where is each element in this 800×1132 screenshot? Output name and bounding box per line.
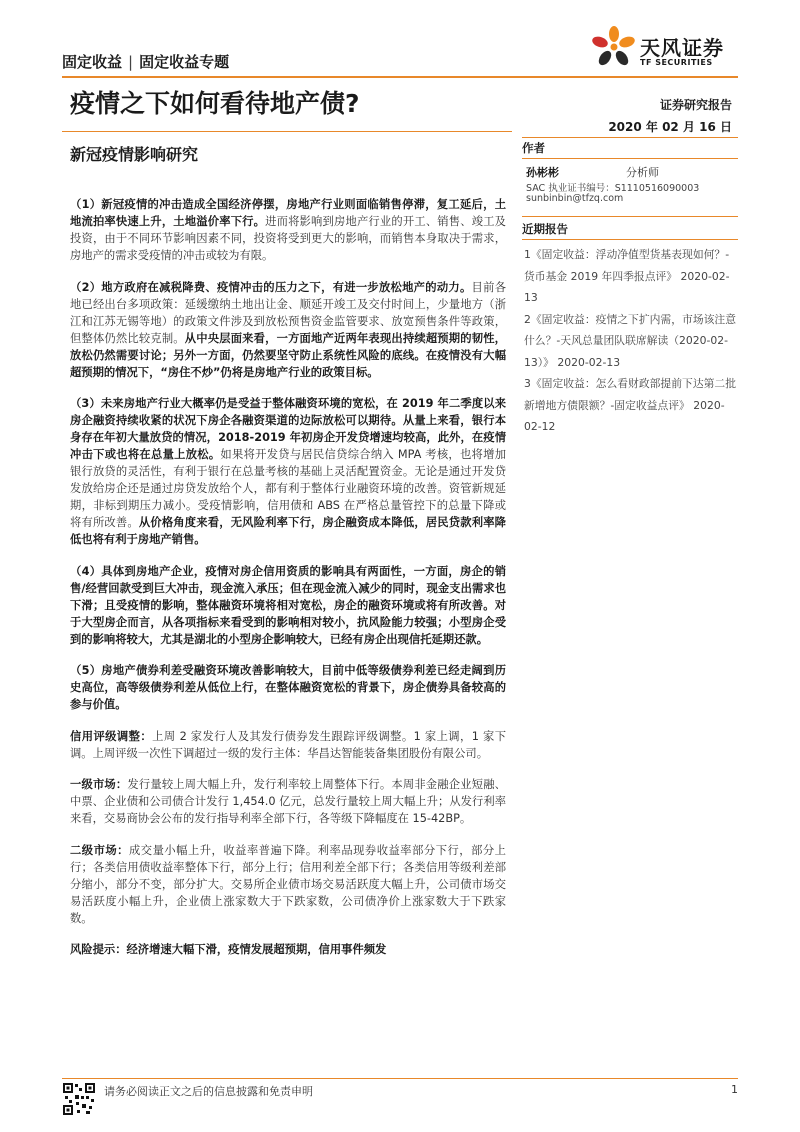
page-subtitle: 新冠疫情影响研究 xyxy=(70,145,199,164)
paragraph-lead: （3）未来房地产行业大概率仍是受益于整体融资环境的宽松，在 2019 年二季度以来房企融资持续收紧的状况下房企各融资渠道的边际放松可以期待。从量上来看，银行本身存在年初大量放贷的情况，2018-2019 年初房企开发贷增速均较高，此外，在疫情冲击下或也将在总量上放松。 xyxy=(70,397,506,461)
risk-warning xyxy=(70,941,506,958)
author-sac: SAC 执业证书编号：S1110516090003 xyxy=(526,183,700,194)
summary-paragraph xyxy=(70,662,506,713)
paragraph-lead: 二级市场： xyxy=(70,843,129,857)
page-title: 疫情之下如何看待地产债? xyxy=(70,89,360,118)
report-date: 2020 年 02 月 16 日 xyxy=(608,120,732,134)
reports-top-divider xyxy=(522,216,738,217)
summary-paragraph xyxy=(70,776,506,827)
breadcrumb-category: 固定收益 xyxy=(62,53,123,71)
paragraph-text: 目前各地已经出台多项政策：延缓缴纳土地出让金、顺延开竣工及交付时间上，少量地方（浙江和江苏无锡等地）的政策文件涉及到放松预售资金监管要求、放宽预售条件等政策，但整体仍然比较克制。 xyxy=(70,280,506,345)
paragraph-emphasis: 从中央层面来看，一方面地产近两年表现出持续超预期的韧性，放松仍然需要讨论；另外一方面，仍然要坚守防止系统性风险的底线。在疫情没有大幅超预期的情况下，“房住不炒”仍将是房地产行业的政策目标。 xyxy=(70,331,506,379)
author-name: 孙彬彬 xyxy=(526,166,559,179)
footer-divider xyxy=(62,1078,738,1079)
summary-paragraph xyxy=(70,728,506,762)
brand-logo xyxy=(590,24,740,72)
author-email: sunbinbin@tfzq.com xyxy=(526,193,624,204)
paragraph-text: 发行量较上周大幅上升，发行利率较上周整体下行。本周非金融企业短融、中票、企业债和公司债合计发行 1,454.0 亿元，总发行量较上周大幅上升；从发行利率来看，交易商协会公布的发行指导利率全部下行，各等级下降幅度在 15-42BP。 xyxy=(70,778,506,825)
breadcrumb-separator: | xyxy=(128,53,134,71)
summary-paragraph xyxy=(70,196,506,264)
paragraph-lead: （1）新冠疫情的冲击造成全国经济停摆，房地产行业则面临销售停滞，复工延后，土地流拍率快速上升，土地溢价率下行。 xyxy=(70,198,506,228)
author-heading-divider xyxy=(522,158,738,159)
summary-paragraph xyxy=(70,563,506,648)
brand-name-en: TF SECURITIES xyxy=(640,58,713,67)
disclaimer-text: 请务必阅读正文之后的信息披露和免责申明 xyxy=(104,1085,313,1098)
breadcrumb xyxy=(62,51,229,72)
page-number: 1 xyxy=(731,1083,738,1096)
title-divider xyxy=(62,131,512,132)
paragraph-lead: （4）具体到房地产企业，疫情对房企信用资质的影响具有两面性，一方面，房企的销售/经营回款受到巨大冲击，现金流入承压；但在现金流入减少的同时，现金支出需求也下滑；且受疫情的影响，整体融资环境将相对宽松，房企的融资环境或将有所改善。对于大型房企而言，从各项指标来看受到的影响相对较小，抗风险能力较强；小型房企受到的影响将较大，尤其是湖北的小型房企影响较大，已经有房企出现信托延期还款。 xyxy=(70,564,506,646)
paragraph-text: 进而将影响到房地产行业的开工、销售、竣工及投资，由于不同环节影响因素不同，投资将受到更大的影响，而销售本身取决于需求，房地产的需求受疫情的冲击或较为有限。 xyxy=(70,215,506,262)
paragraph-lead: 信用评级调整： xyxy=(70,729,153,743)
recent-report-item[interactable]: 3《固定收益：怎么看财政部提前下达第二批新增地方债限额？-固定收益点评》 2020-02-12 xyxy=(524,377,737,433)
report-type: 证券研究报告 xyxy=(659,98,732,112)
summary-paragraph xyxy=(70,842,506,927)
author-role: 分析师 xyxy=(626,166,659,179)
flower-logo-icon xyxy=(590,24,638,72)
summary-paragraph xyxy=(70,395,506,548)
qr-code-icon xyxy=(62,1082,96,1116)
recent-reports-heading: 近期报告 xyxy=(522,222,568,236)
report-summary xyxy=(70,196,506,973)
summary-paragraph xyxy=(70,279,506,381)
paragraph-lead: （2）地方政府在减税降费、疫情冲击的压力之下，有进一步放松地产的动力。 xyxy=(70,280,472,294)
paragraph-emphasis: 从价格角度来看，无风险利率下行，房企融资成本降低，居民贷款利率降低也将有利于房地产销售。 xyxy=(70,516,506,546)
header-divider xyxy=(62,76,738,78)
paragraph-lead: 风险提示：经济增速大幅下滑，疫情发展超预期，信用事件频发 xyxy=(70,943,387,956)
recent-report-item[interactable]: 2《固定收益：疫情之下扩内需，市场该注意什么？-天风总量团队联席解读（2020-02-13）》 2020-02-13 xyxy=(524,312,737,369)
author-top-divider xyxy=(522,137,738,138)
recent-reports-list xyxy=(524,244,736,438)
paragraph-text: 成交量小幅上升，收益率普遍下降。利率品现券收益率部分下行，部分上行；各类信用债收益率整体下行，部分上行；信用利差全部下行；各类信用等级利差部分缩小，部分不变，部分扩大。交易所企业债市场交易活跃度大幅上升，公司债市场交易活跃度小幅上升，企业债上涨家数大于下跌家数，公司债净价上涨家数大于下跌家数。 xyxy=(70,843,506,925)
paragraph-text: 上周 2 家发行人及其发行债券发生跟踪评级调整。1 家上调，1 家下调。上周评级一次性下调超过一级的发行主体：华昌达智能装备集团股份有限公司。 xyxy=(70,729,506,760)
recent-report-item[interactable]: 1《固定收益：浮动净值型货基表现如何？-货币基金 2019 年四季报点评》 2020-02-13 xyxy=(524,248,730,304)
breadcrumb-subcategory: 固定收益专题 xyxy=(139,53,230,71)
paragraph-lead: （5）房地产债券利差受融资环境改善影响较大，目前中低等级债券利差已经走阔到历史高位，高等级债券利差从低位上行，在整体融资宽松的背景下，房企债券具备较高的参与价值。 xyxy=(70,664,506,711)
paragraph-lead: 一级市场： xyxy=(70,778,128,791)
paragraph-text: 如果将开发贷与居民信贷综合纳入 MPA 考核，也将增加银行放贷的灵活性，有利于银行在总量考核的基础上灵活配置资金。无论是通过开发贷发放给房企还是通过房贷发放给个人，都有利于整体行业融资环境的改善。资管新规延期，非标到期压力减小。受疫情影响，信用债和 ABS 在严格总量管控下的总量下降或将有所改善。 xyxy=(70,448,506,529)
reports-heading-divider xyxy=(522,239,738,240)
author-heading: 作者 xyxy=(522,141,545,155)
brand-name: 天风证券 xyxy=(640,36,724,60)
